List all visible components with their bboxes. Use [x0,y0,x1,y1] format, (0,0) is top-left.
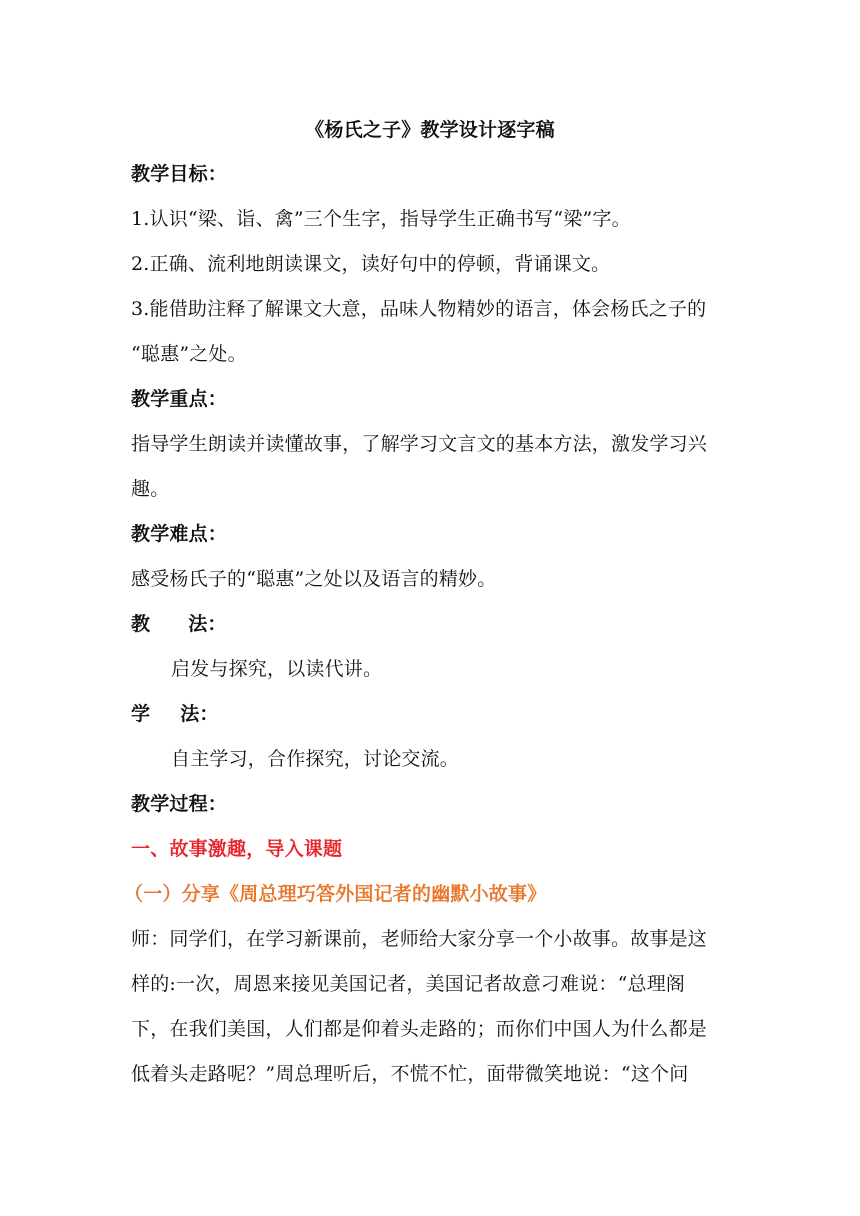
story-paragraph-line-2: 样的:一次，周恩来接见美国记者，美国记者故意刁难说：“总理阁 [131,973,686,995]
section-1-heading: 一、故事激趣，导入课题 [131,838,343,860]
teaching-method-content: 启发与探究，以读代讲。 [171,658,383,680]
story-paragraph-line-4: 低着头走路呢？”周总理听后，不慌不忙，面带微笑地说：“这个问 [131,1063,689,1085]
story-paragraph-line-3: 下，在我们美国，人们都是仰着头走路的；而你们中国人为什么都是 [131,1018,708,1040]
story-paragraph-line-1: 师：同学们，在学习新课前，老师给大家分享一个小故事。故事是这 [131,928,708,950]
document-title: 《杨氏之子》教学设计逐字稿 [305,119,555,141]
objective-item-3: 3.能借助注释了解课文大意，品味人物精妙的语言，体会杨氏之子的 [131,298,707,320]
subsection-1-heading: （一）分享《周总理巧答外国记者的幽默小故事》 [124,883,547,905]
learning-method-content: 自主学习，合作探究，讨论交流。 [171,748,460,770]
teaching-method-label-a: 教 [131,613,151,635]
objective-item-1: 1.认识“梁、诣、禽”三个生字，指导学生正确书写“梁”字。 [131,208,631,230]
learning-method-label-b: 法： [180,703,219,725]
key-points-line-1: 指导学生朗读并读懂故事，了解学习文言文的基本方法，激发学习兴 [131,433,708,455]
teaching-method-heading [131,612,731,636]
teaching-method-label-b: 法： [188,613,227,635]
key-points-heading: 教学重点： [131,388,228,410]
difficulties-line: 感受杨氏子的“聪惠”之处以及语言的精妙。 [131,568,497,590]
learning-method-label-a: 学 [131,703,151,725]
difficulties-heading: 教学难点： [131,523,228,545]
learning-method-heading [131,702,731,726]
objective-item-2: 2.正确、流利地朗读课文，读好句中的停顿，背诵课文。 [131,253,611,275]
process-heading: 教学过程： [131,793,228,815]
key-points-line-2: 趣。 [131,478,170,500]
objective-item-3-continued: “聪惠”之处。 [131,343,247,365]
objectives-heading: 教学目标： [131,163,228,185]
